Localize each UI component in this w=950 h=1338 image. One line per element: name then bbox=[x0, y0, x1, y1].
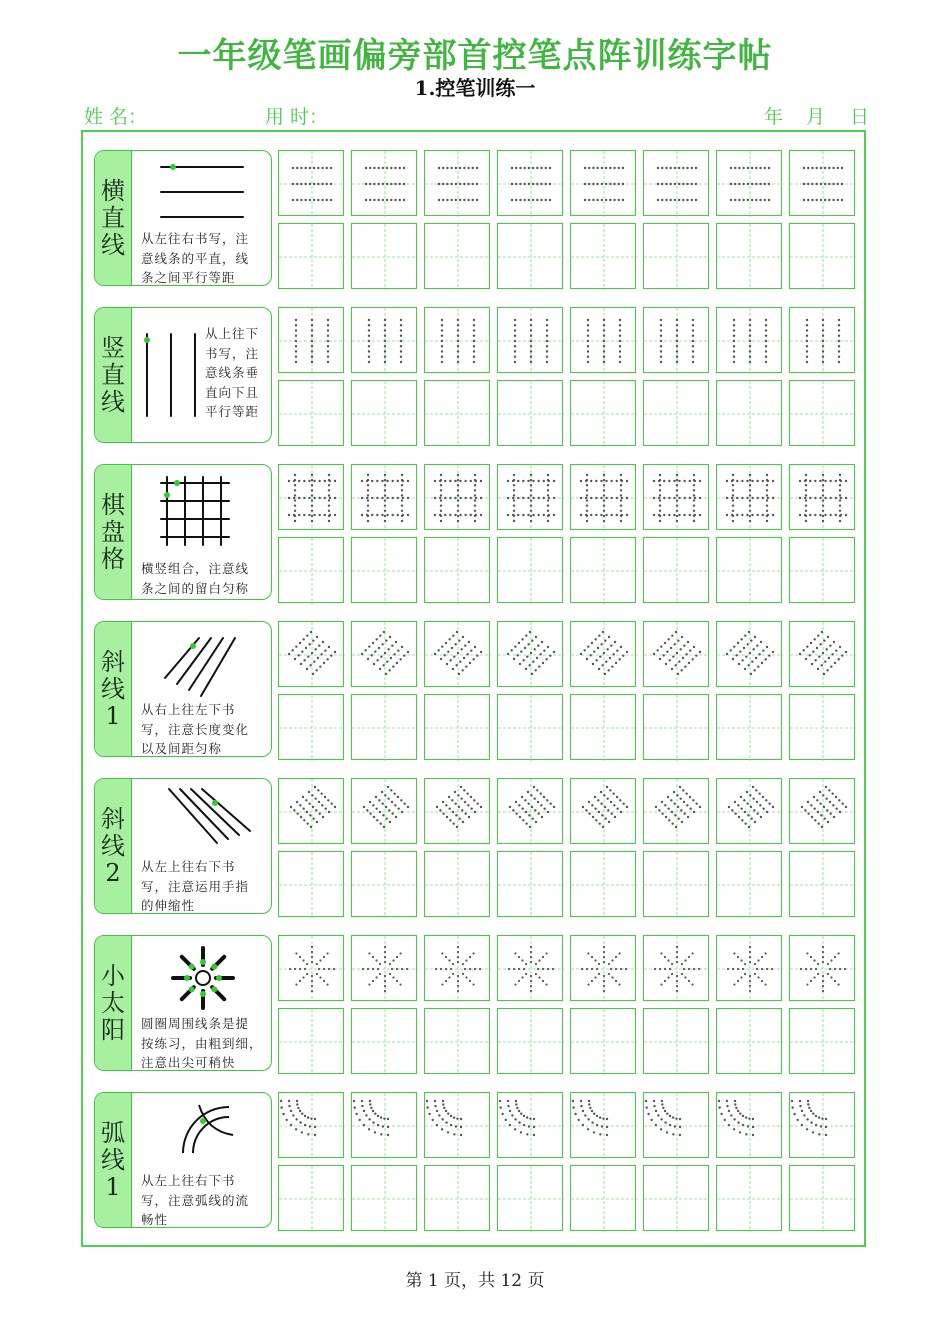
stroke-name-char: 线 bbox=[101, 674, 125, 703]
instruction-line: 从右上往左下书 bbox=[141, 702, 236, 717]
blank-practice-cell[interactable] bbox=[424, 1008, 490, 1074]
blank-practice-cell[interactable] bbox=[643, 223, 709, 289]
stroke-name-char: 斜 bbox=[101, 804, 125, 833]
instruction-line: 写，注意弧线的流 bbox=[141, 1192, 250, 1208]
trace-cell[interactable] bbox=[570, 307, 636, 373]
blank-practice-cell[interactable] bbox=[643, 1008, 709, 1074]
stroke-name-char: 盘 bbox=[101, 517, 125, 546]
stroke-name-char: 弧 bbox=[101, 1118, 125, 1147]
blank-practice-cell[interactable] bbox=[716, 694, 782, 760]
practice-row-horizontal bbox=[83, 132, 868, 289]
trace-cell[interactable] bbox=[789, 935, 855, 1001]
stroke-instructions bbox=[141, 857, 249, 914]
stroke-name-char: 小 bbox=[101, 961, 125, 990]
blank-practice-cell[interactable] bbox=[497, 537, 563, 603]
page-title: 一年级笔画偏旁部首控笔点阵训练字帖 bbox=[177, 36, 773, 76]
blank-practice-cell[interactable] bbox=[278, 694, 344, 760]
trace-cell[interactable] bbox=[643, 464, 709, 530]
stroke-name-char: 阳 bbox=[101, 1015, 125, 1044]
blank-practice-cell[interactable] bbox=[497, 851, 563, 917]
stroke-name-char: 1 bbox=[105, 701, 121, 730]
practice-row-diag1 bbox=[83, 603, 868, 760]
trace-cell[interactable] bbox=[570, 150, 636, 216]
blank-practice-cell[interactable] bbox=[716, 1165, 782, 1231]
practice-row-grid bbox=[83, 446, 868, 603]
stroke-card-horizontal bbox=[94, 150, 272, 286]
trace-cell[interactable] bbox=[351, 464, 417, 530]
stroke-card-vertical bbox=[94, 307, 272, 443]
stroke-instructions bbox=[141, 229, 249, 286]
instruction-line: 畅性 bbox=[141, 1212, 169, 1227]
trace-cell[interactable] bbox=[570, 778, 636, 844]
stroke-name-char: 2 bbox=[105, 858, 121, 887]
trace-cell[interactable] bbox=[278, 464, 344, 530]
instruction-line: 条之间平行等距 bbox=[141, 270, 236, 285]
stroke-instructions bbox=[141, 1014, 263, 1071]
blank-practice-cell[interactable] bbox=[278, 851, 344, 917]
date-month-label: 月 bbox=[806, 106, 826, 128]
trace-cell[interactable] bbox=[716, 1092, 782, 1158]
blank-practice-cell[interactable] bbox=[716, 1008, 782, 1074]
instruction-line: 平行等距 bbox=[205, 404, 260, 419]
blank-practice-cell[interactable] bbox=[351, 380, 417, 446]
blank-practice-cell[interactable] bbox=[570, 1165, 636, 1231]
instruction-line: 从左往右书写，注 bbox=[141, 231, 250, 246]
blank-practice-cell[interactable] bbox=[424, 380, 490, 446]
practice-frame bbox=[81, 130, 866, 1247]
instruction-line: 写，注意运用手指 bbox=[141, 878, 250, 894]
blank-practice-cell[interactable] bbox=[424, 851, 490, 917]
instruction-line: 横竖组合，注意线 bbox=[141, 561, 250, 576]
blank-practice-cell[interactable] bbox=[278, 1165, 344, 1231]
blank-practice-cell[interactable] bbox=[570, 380, 636, 446]
stroke-name-char: 直 bbox=[101, 203, 125, 232]
trace-cell[interactable] bbox=[497, 621, 563, 687]
blank-practice-cell[interactable] bbox=[789, 694, 855, 760]
stroke-name-char: 线 bbox=[101, 1145, 125, 1174]
stroke-name-tab bbox=[95, 1093, 132, 1227]
stroke-name-char: 线 bbox=[101, 831, 125, 860]
blank-practice-cell[interactable] bbox=[643, 851, 709, 917]
trace-cell[interactable] bbox=[643, 307, 709, 373]
stroke-name-tab bbox=[95, 936, 132, 1070]
blank-practice-cell[interactable] bbox=[643, 380, 709, 446]
trace-cell[interactable] bbox=[497, 307, 563, 373]
blank-practice-cell[interactable] bbox=[570, 537, 636, 603]
instruction-line: 书写，注 bbox=[205, 345, 260, 361]
trace-cell[interactable] bbox=[351, 150, 417, 216]
blank-practice-cell[interactable] bbox=[789, 1165, 855, 1231]
stroke-name-char: 格 bbox=[101, 544, 125, 573]
trace-cell[interactable] bbox=[570, 464, 636, 530]
stroke-card-diag1 bbox=[94, 621, 272, 757]
trace-cell[interactable] bbox=[789, 778, 855, 844]
trace-cell[interactable] bbox=[278, 150, 344, 216]
stroke-instructions bbox=[205, 324, 259, 422]
trace-cell[interactable] bbox=[424, 621, 490, 687]
blank-practice-cell[interactable] bbox=[497, 223, 563, 289]
blank-practice-cell[interactable] bbox=[643, 1165, 709, 1231]
blank-practice-cell[interactable] bbox=[570, 223, 636, 289]
stroke-card-diag2 bbox=[94, 778, 272, 914]
blank-practice-cell[interactable] bbox=[716, 223, 782, 289]
trace-cell[interactable] bbox=[570, 621, 636, 687]
trace-cell[interactable] bbox=[789, 307, 855, 373]
trace-cell[interactable] bbox=[789, 150, 855, 216]
blank-practice-cell[interactable] bbox=[789, 851, 855, 917]
blank-practice-cell[interactable] bbox=[570, 1008, 636, 1074]
blank-practice-cell[interactable] bbox=[351, 851, 417, 917]
name-label: 姓 名： bbox=[84, 106, 148, 128]
blank-practice-cell[interactable] bbox=[789, 380, 855, 446]
stroke-name-char: 线 bbox=[101, 387, 125, 416]
trace-cell[interactable] bbox=[278, 935, 344, 1001]
trace-cell[interactable] bbox=[643, 150, 709, 216]
trace-cell[interactable] bbox=[789, 621, 855, 687]
trace-cell[interactable] bbox=[424, 935, 490, 1001]
trace-cell[interactable] bbox=[424, 464, 490, 530]
stroke-instructions bbox=[141, 700, 249, 757]
stroke-card-sun bbox=[94, 935, 272, 1071]
blank-practice-cell[interactable] bbox=[497, 694, 563, 760]
page-footer: 第 1 页，共 12 页 bbox=[405, 1271, 545, 1291]
blank-practice-cell[interactable] bbox=[278, 1008, 344, 1074]
blank-practice-cell[interactable] bbox=[424, 694, 490, 760]
instruction-line: 从上往下 bbox=[205, 326, 260, 341]
trace-cell[interactable] bbox=[643, 1092, 709, 1158]
trace-cell[interactable] bbox=[351, 935, 417, 1001]
blank-practice-cell[interactable] bbox=[789, 223, 855, 289]
stroke-name-char: 竖 bbox=[101, 333, 125, 362]
instruction-line: 意线条的平直，线 bbox=[141, 250, 250, 266]
trace-cell[interactable] bbox=[497, 464, 563, 530]
blank-practice-cell[interactable] bbox=[351, 1008, 417, 1074]
instruction-line: 直向下且 bbox=[205, 384, 260, 400]
stroke-name-tab bbox=[95, 622, 132, 756]
instruction-line: 以及间距匀称 bbox=[141, 741, 223, 756]
stroke-diagram-grid bbox=[157, 473, 257, 573]
stroke-name-tab bbox=[95, 151, 132, 285]
practice-row-arc bbox=[83, 1074, 868, 1231]
practice-row-vertical bbox=[83, 289, 868, 446]
instruction-line: 条之间的留白匀称 bbox=[141, 580, 250, 596]
blank-practice-cell[interactable] bbox=[351, 694, 417, 760]
instruction-line: 圆圈周围线条是提 bbox=[141, 1016, 250, 1031]
blank-practice-cell[interactable] bbox=[351, 1165, 417, 1231]
instruction-line: 的伸缩性 bbox=[141, 898, 196, 913]
trace-cell[interactable] bbox=[643, 935, 709, 1001]
instruction-line: 按练习，由粗到细， bbox=[141, 1035, 263, 1051]
stroke-name-tab bbox=[95, 308, 132, 442]
trace-cell[interactable] bbox=[497, 150, 563, 216]
trace-cell[interactable] bbox=[716, 621, 782, 687]
trace-cell[interactable] bbox=[716, 464, 782, 530]
trace-cell[interactable] bbox=[278, 307, 344, 373]
trace-cell[interactable] bbox=[351, 1092, 417, 1158]
blank-practice-cell[interactable] bbox=[716, 851, 782, 917]
trace-cell[interactable] bbox=[278, 1092, 344, 1158]
trace-cell[interactable] bbox=[570, 935, 636, 1001]
trace-cell[interactable] bbox=[424, 150, 490, 216]
trace-cell[interactable] bbox=[716, 307, 782, 373]
blank-practice-cell[interactable] bbox=[497, 380, 563, 446]
blank-practice-cell[interactable] bbox=[497, 1165, 563, 1231]
instruction-line: 从左上往右下书 bbox=[141, 859, 236, 874]
date-year-label: 年 bbox=[764, 106, 784, 128]
blank-practice-cell[interactable] bbox=[643, 694, 709, 760]
blank-practice-cell[interactable] bbox=[570, 694, 636, 760]
stroke-name-char: 横 bbox=[101, 176, 125, 205]
blank-practice-cell[interactable] bbox=[351, 537, 417, 603]
stroke-name-char: 直 bbox=[101, 360, 125, 389]
instruction-line: 注意出尖可稍快 bbox=[141, 1055, 236, 1070]
blank-practice-cell[interactable] bbox=[789, 1008, 855, 1074]
trace-cell[interactable] bbox=[351, 778, 417, 844]
stroke-instructions bbox=[141, 1171, 249, 1228]
stroke-name-char: 线 bbox=[101, 230, 125, 259]
page-subtitle: 1.控笔训练一 bbox=[414, 76, 536, 100]
stroke-name-char: 1 bbox=[105, 1172, 121, 1201]
blank-practice-cell[interactable] bbox=[570, 851, 636, 917]
trace-cell[interactable] bbox=[789, 1092, 855, 1158]
trace-cell[interactable] bbox=[497, 778, 563, 844]
stroke-card-grid bbox=[94, 464, 272, 600]
trace-cell[interactable] bbox=[351, 621, 417, 687]
trace-cell[interactable] bbox=[716, 778, 782, 844]
blank-practice-cell[interactable] bbox=[497, 1008, 563, 1074]
blank-practice-cell[interactable] bbox=[278, 223, 344, 289]
blank-practice-cell[interactable] bbox=[424, 537, 490, 603]
trace-cell[interactable] bbox=[351, 307, 417, 373]
stroke-name-char: 棋 bbox=[101, 490, 125, 519]
blank-practice-cell[interactable] bbox=[278, 537, 344, 603]
trace-cell[interactable] bbox=[497, 1092, 563, 1158]
practice-row-diag2 bbox=[83, 760, 868, 917]
stroke-name-tab bbox=[95, 779, 132, 913]
trace-cell[interactable] bbox=[424, 778, 490, 844]
blank-practice-cell[interactable] bbox=[424, 1165, 490, 1231]
trace-cell[interactable] bbox=[643, 621, 709, 687]
date-day-label: 日 bbox=[850, 106, 870, 128]
stroke-card-arc bbox=[94, 1092, 272, 1228]
blank-practice-cell[interactable] bbox=[424, 223, 490, 289]
practice-row-sun bbox=[83, 917, 868, 1074]
trace-cell[interactable] bbox=[789, 464, 855, 530]
stroke-name-char: 太 bbox=[101, 988, 125, 1017]
blank-practice-cell[interactable] bbox=[278, 380, 344, 446]
blank-practice-cell[interactable] bbox=[716, 537, 782, 603]
trace-cell[interactable] bbox=[424, 307, 490, 373]
blank-practice-cell[interactable] bbox=[716, 380, 782, 446]
trace-cell[interactable] bbox=[424, 1092, 490, 1158]
instruction-line: 从左上往右下书 bbox=[141, 1173, 236, 1188]
trace-cell[interactable] bbox=[716, 150, 782, 216]
stroke-name-tab bbox=[95, 465, 132, 599]
trace-cell[interactable] bbox=[497, 935, 563, 1001]
trace-cell[interactable] bbox=[278, 778, 344, 844]
trace-cell[interactable] bbox=[278, 621, 344, 687]
time-label: 用 时： bbox=[265, 106, 329, 128]
stroke-name-char: 斜 bbox=[101, 647, 125, 676]
trace-cell[interactable] bbox=[716, 935, 782, 1001]
instruction-line: 意线条垂 bbox=[205, 365, 260, 380]
stroke-instructions bbox=[141, 559, 249, 598]
blank-practice-cell[interactable] bbox=[351, 223, 417, 289]
blank-practice-cell[interactable] bbox=[643, 537, 709, 603]
blank-practice-cell[interactable] bbox=[789, 537, 855, 603]
instruction-line: 写，注意长度变化 bbox=[141, 721, 250, 737]
trace-cell[interactable] bbox=[570, 1092, 636, 1158]
trace-cell[interactable] bbox=[643, 778, 709, 844]
